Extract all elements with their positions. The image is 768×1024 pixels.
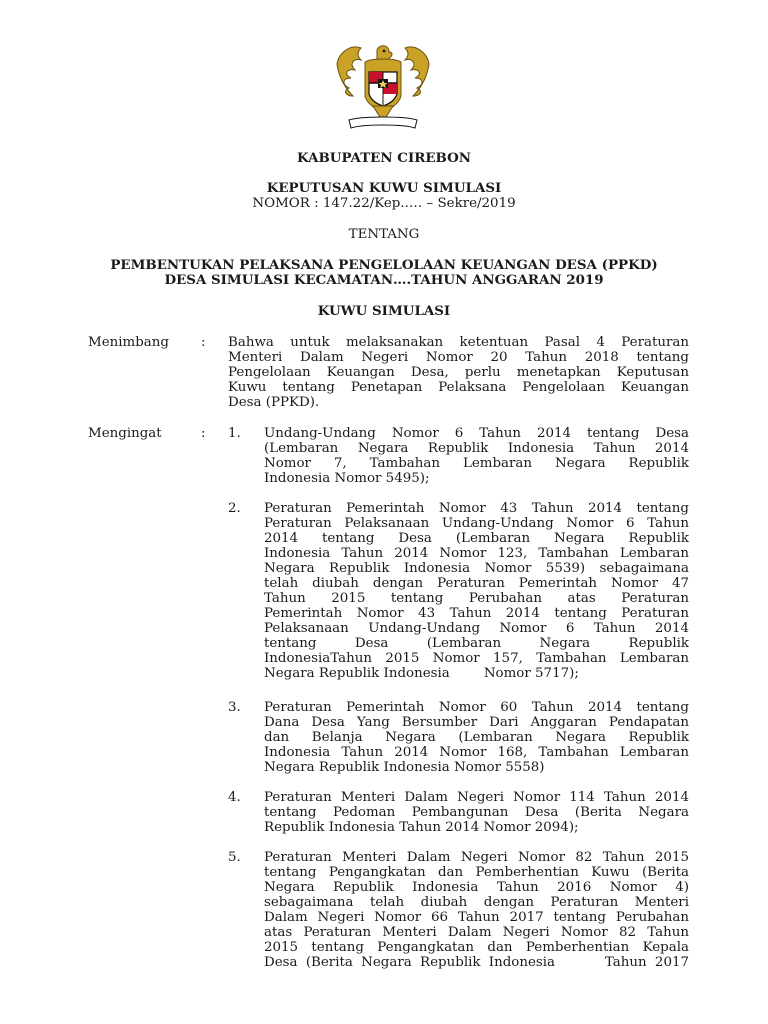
item-number: 3. <box>228 700 241 715</box>
menimbang-text <box>228 335 689 410</box>
text-line: Negara Republik Indonesia Tahun 2016 Nomor 4) <box>264 880 689 895</box>
list-item <box>264 426 689 486</box>
regency-title: KABUPATEN CIREBON <box>296 150 472 166</box>
text-line: tentang Pedoman Pembangunan Desa (Berita Negara <box>264 805 689 820</box>
text-line: Republik Indonesia Tahun 2014 Nomor 2094); <box>264 820 579 835</box>
text-line: Indonesia Nomor 5495); <box>264 471 430 486</box>
text-line: 2014 tentang Desa (Lembaran Negara Republik <box>264 531 689 546</box>
text-line: Dalam Negeri Nomor 66 Tahun 2017 tentang Perubahan <box>264 910 689 925</box>
list-item <box>264 501 689 681</box>
list-item <box>264 850 689 970</box>
about-heading: TENTANG <box>348 227 420 242</box>
text-line: Peraturan Menteri Dalam Negeri Nomor 82 Tahun 2015 <box>264 850 689 865</box>
item-number: 4. <box>228 790 241 805</box>
mengingat-label: Mengingat <box>88 426 162 441</box>
text-line: Pemerintah Nomor 43 Tahun 2014 tentang Peraturan <box>264 606 689 621</box>
list-item <box>264 790 689 835</box>
text-line: sebagaimana telah diubah dengan Peraturan Menteri <box>264 895 689 910</box>
menimbang-colon: : <box>201 335 206 350</box>
text-line: Pengelolaan Keuangan Desa, perlu menetapkan Keputusan <box>228 365 689 380</box>
text-line: Desa (Berita Negara Republik Indonesia Tahun 2017 <box>264 955 689 970</box>
text-line: IndonesiaTahun 2015 Nomor 157, Tambahan Lembaran <box>264 651 689 666</box>
mengingat-colon: : <box>201 426 206 441</box>
decree-title: KEPUTUSAN KUWU SIMULASI <box>266 180 502 196</box>
text-line: Dana Desa Yang Bersumber Dari Anggaran Pendapatan <box>264 715 689 730</box>
text-line: tentang Desa (Lembaran Negara Republik <box>264 636 689 651</box>
item-number: 5. <box>228 850 241 865</box>
text-line: Negara Republik Indonesia Nomor 5558) <box>264 760 545 775</box>
text-line: Peraturan Menteri Dalam Negeri Nomor 114 Tahun 2014 <box>264 790 689 805</box>
list-item <box>264 700 689 775</box>
text-line: Peraturan Pemerintah Nomor 43 Tahun 2014 tentang <box>264 501 689 516</box>
item-number: 1. <box>228 426 241 441</box>
text-line: Kuwu tentang Penetapan Pelaksana Pengelolaan Keuangan <box>228 380 689 395</box>
subject-line-2: DESA SIMULASI KECAMATAN….TAHUN ANGGARAN 2019 <box>164 272 604 288</box>
menimbang-label: Menimbang <box>88 335 169 350</box>
text-line: (Lembaran Negara Republik Indonesia Tahun 2014 <box>264 441 689 456</box>
text-line: Negara Republik Indonesia Nomor 5717); <box>264 666 579 681</box>
text-line: Peraturan Pemerintah Nomor 60 Tahun 2014 tentang <box>264 700 689 715</box>
text-line: tentang Pengangkatan dan Pemberhentian Kuwu (Berita <box>264 865 689 880</box>
subject-line-1: PEMBENTUKAN PELAKSANA PENGELOLAAN KEUANGAN DESA (PPKD) <box>110 257 658 273</box>
text-line: Bahwa untuk melaksanakan ketentuan Pasal 4 Peraturan <box>228 335 689 350</box>
text-line: telah diubah dengan Peraturan Pemerintah Nomor 47 <box>264 576 689 591</box>
item-number: 2. <box>228 501 241 516</box>
text-line: Desa (PPKD). <box>228 395 320 410</box>
text-line: Nomor 7, Tambahan Lembaran Negara Republik <box>264 456 689 471</box>
decree-number: NOMOR : 147.22/Kep..… – Sekre/2019 <box>252 196 516 211</box>
text-line: Undang-Undang Nomor 6 Tahun 2014 tentang Desa <box>264 426 689 441</box>
issuer-title: KUWU SIMULASI <box>317 303 451 319</box>
text-line: Tahun 2015 tentang Perubahan atas Peraturan <box>264 591 689 606</box>
text-line: Negara Republik Indonesia Nomor 5539) sebagaimana <box>264 561 689 576</box>
text-line: Menteri Dalam Negeri Nomor 20 Tahun 2018 tentang <box>228 350 689 365</box>
garuda-emblem-icon <box>327 42 439 132</box>
text-line: atas Peraturan Menteri Dalam Negeri Nomor 82 Tahun <box>264 925 689 940</box>
text-line: 2015 tentang Pengangkatan dan Pemberhentian Kepala <box>264 940 689 955</box>
text-line: Indonesia Tahun 2014 Nomor 168, Tambahan Lembaran <box>264 745 689 760</box>
text-line: Indonesia Tahun 2014 Nomor 123, Tambahan Lembaran <box>264 546 689 561</box>
text-line: dan Belanja Negara (Lembaran Negara Republik <box>264 730 689 745</box>
text-line: Pelaksanaan Undang-Undang Nomor 6 Tahun 2014 <box>264 621 689 636</box>
text-line: Peraturan Pelaksanaan Undang-Undang Nomor 6 Tahun <box>264 516 689 531</box>
